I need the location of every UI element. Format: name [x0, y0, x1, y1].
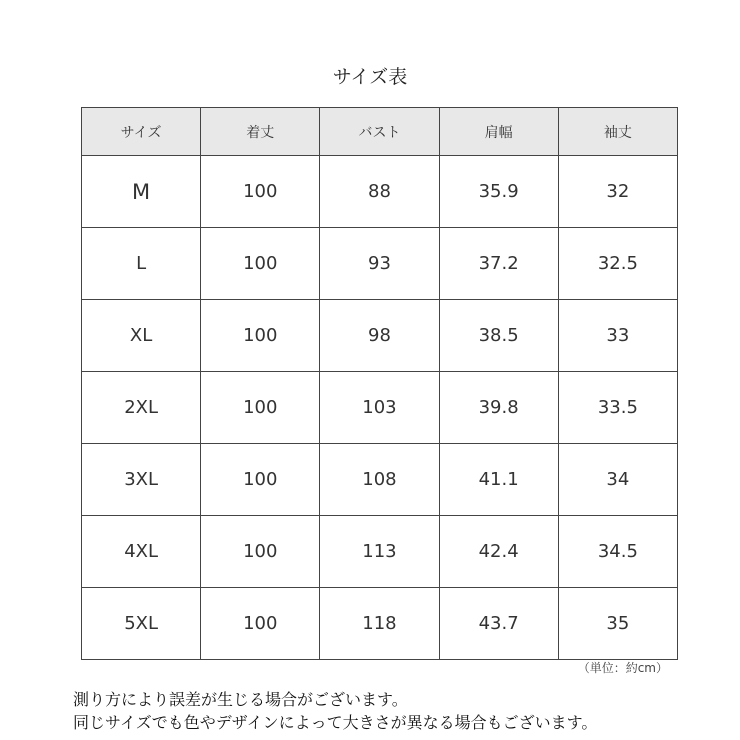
cell-sleeve: 33	[558, 300, 677, 372]
header-bust: バスト	[320, 108, 439, 156]
unit-note: （単位：約cm）	[577, 661, 668, 675]
table-row	[82, 588, 678, 660]
table-header-row	[82, 108, 678, 156]
header-sleeve: 袖丈	[558, 108, 677, 156]
cell-size: 4XL	[82, 516, 201, 588]
cell-sleeve: 32	[558, 156, 677, 228]
cell-shoulder: 43.7	[439, 588, 558, 660]
cell-sleeve: 33.5	[558, 372, 677, 444]
cell-bust: 98	[320, 300, 439, 372]
cell-length: 100	[201, 372, 320, 444]
cell-bust: 103	[320, 372, 439, 444]
cell-sleeve: 35	[558, 588, 677, 660]
cell-bust: 113	[320, 516, 439, 588]
page-title: サイズ表	[332, 66, 408, 88]
cell-bust: 108	[320, 444, 439, 516]
cell-sleeve: 32.5	[558, 228, 677, 300]
header-shoulder: 肩幅	[439, 108, 558, 156]
cell-shoulder: 39.8	[439, 372, 558, 444]
cell-size: M	[82, 156, 201, 228]
cell-length: 100	[201, 228, 320, 300]
cell-shoulder: 41.1	[439, 444, 558, 516]
cell-size: 2XL	[82, 372, 201, 444]
cell-shoulder: 38.5	[439, 300, 558, 372]
cell-size: XL	[82, 300, 201, 372]
header-size: サイズ	[82, 108, 201, 156]
table-row	[82, 156, 678, 228]
cell-length: 100	[201, 300, 320, 372]
note-line: 同じサイズでも色やデザインによって大きさが異なる場合もございます。	[73, 713, 598, 732]
cell-size: L	[82, 228, 201, 300]
cell-size: 3XL	[82, 444, 201, 516]
notes	[73, 688, 597, 734]
cell-length: 100	[201, 588, 320, 660]
cell-length: 100	[201, 516, 320, 588]
table-row	[82, 228, 678, 300]
note-line: 測り方により誤差が生じる場合がございます。	[73, 690, 408, 709]
cell-size: 5XL	[82, 588, 201, 660]
size-table	[81, 107, 678, 660]
cell-bust: 93	[320, 228, 439, 300]
cell-sleeve: 34	[558, 444, 677, 516]
cell-shoulder: 42.4	[439, 516, 558, 588]
cell-sleeve: 34.5	[558, 516, 677, 588]
cell-bust: 88	[320, 156, 439, 228]
cell-length: 100	[201, 156, 320, 228]
cell-length: 100	[201, 444, 320, 516]
table-row	[82, 372, 678, 444]
cell-shoulder: 37.2	[439, 228, 558, 300]
table-row	[82, 444, 678, 516]
cell-bust: 118	[320, 588, 439, 660]
header-length: 着丈	[201, 108, 320, 156]
cell-shoulder: 35.9	[439, 156, 558, 228]
table-row	[82, 300, 678, 372]
table-row	[82, 516, 678, 588]
